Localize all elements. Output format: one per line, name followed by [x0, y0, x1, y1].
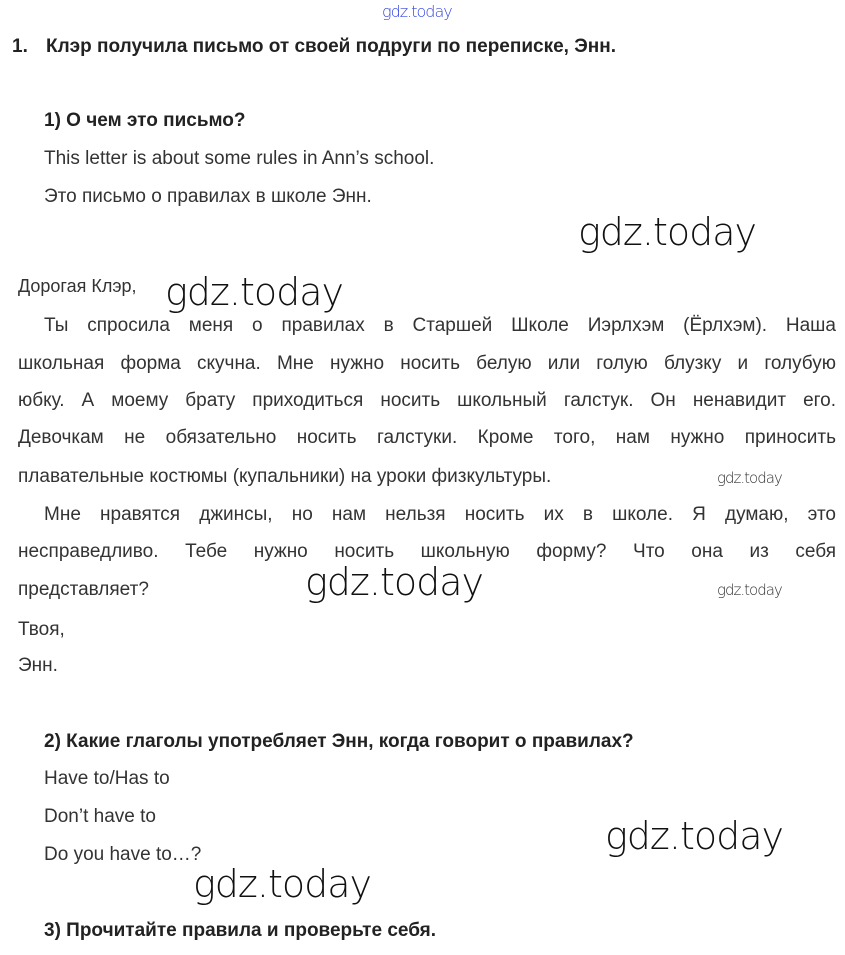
letter-signature: Энн. — [18, 655, 58, 676]
task-title: Клэр получила письмо от своей подруги по переписке, Энн. — [46, 36, 616, 57]
watermark: gdz.today — [605, 814, 783, 858]
answer-2-item: Do you have to…? — [44, 844, 202, 865]
question-2-heading: 2) Какие глаголы употребляет Энн, когда говорит о правилах? — [44, 731, 634, 752]
letter-line: школьная форма скучна. Мне нужно носить белую или голую блузку и голубую — [18, 353, 836, 374]
watermark: gdz.today — [193, 862, 371, 906]
watermark: gdz.today — [717, 469, 782, 487]
letter-closing: Твоя, — [18, 619, 65, 640]
letter-greeting: Дорогая Клэр, — [18, 276, 137, 296]
letter-line: несправедливо. Тебе нужно носить школьную форму? Что она из себя — [18, 541, 836, 562]
letter-line: Ты спросила меня о правилах в Старшей Школе Иэрлхэм (Ёрлхэм). Наша — [44, 315, 836, 336]
letter-line: представляет? — [18, 579, 149, 600]
letter-line: Мне нравятся джинсы, но нам нельзя носить их в школе. Я думаю, это — [44, 504, 836, 525]
question-3-heading: 3) Прочитайте правила и проверьте себя. — [44, 920, 437, 941]
watermark: gdz.today — [578, 210, 756, 254]
question-1-heading: 1) О чем это письмо? — [44, 110, 246, 131]
letter-line: плавательные костюмы (купальники) на уроки физкультуры. — [18, 466, 552, 487]
answer-2-item: Have to/Has to — [44, 768, 170, 789]
watermark: gdz.today — [165, 270, 343, 314]
letter-line: Девочкам не обязательно носить галстуки. Кроме того, нам нужно приносить — [18, 427, 836, 448]
watermark: gdz.today — [305, 560, 483, 604]
task-number: 1. — [12, 36, 28, 57]
answer-1-russian: Это письмо о правилах в школе Энн. — [44, 186, 372, 207]
watermark: gdz.today — [717, 581, 782, 599]
answer-1-english: This letter is about some rules in Ann’s school. — [44, 148, 435, 169]
answer-2-item: Don’t have to — [44, 806, 156, 827]
watermark: gdz.today — [382, 2, 452, 21]
letter-line: юбку. А моему брату приходиться носить школьный галстук. Он ненавидит его. — [18, 390, 836, 411]
